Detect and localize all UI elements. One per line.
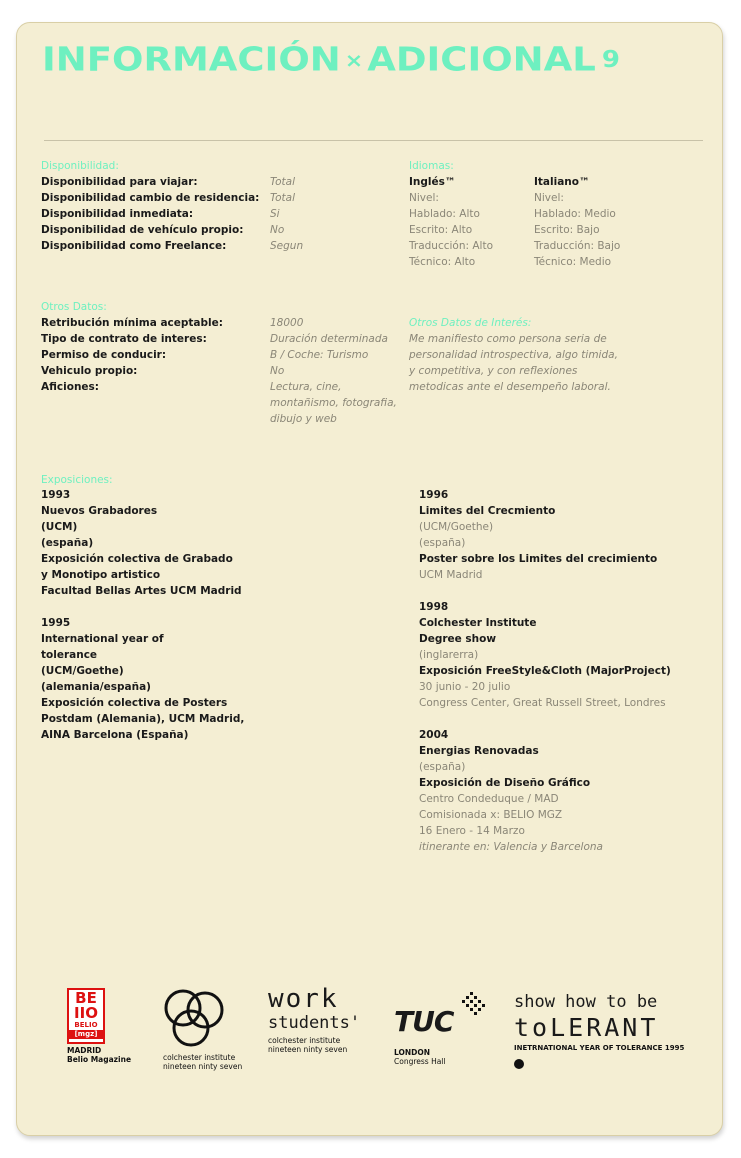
- row-value: No: [270, 365, 285, 377]
- exhibition-line: y Monotipo artistico: [41, 569, 161, 581]
- availability-row: [41, 174, 296, 190]
- exhibition-line: UCM Madrid: [419, 569, 483, 581]
- tuc-mark: TUC: [394, 1005, 454, 1038]
- exhibition-line: International year of: [41, 633, 164, 645]
- colchester-logo: [163, 988, 263, 1071]
- exhibition-line: Facultad Bellas Artes UCM Madrid: [41, 585, 242, 597]
- language-name: Inglés™: [409, 176, 456, 188]
- language-level: Nivel:: [534, 192, 564, 204]
- tolerant-mark: toLERANT: [514, 1013, 659, 1042]
- availability-section: [41, 158, 304, 254]
- exhibition-line: Colchester Institute: [419, 617, 537, 629]
- title-separator: ×: [344, 49, 364, 72]
- other-data-row: [41, 363, 397, 379]
- availability-row: [41, 222, 285, 238]
- availability-row: [41, 190, 296, 206]
- language-level: Traducción: Alto: [409, 240, 493, 252]
- language-level: Hablado: Alto: [409, 208, 480, 220]
- logo-caption: colchester institute: [163, 1053, 236, 1062]
- exhibition-line: Nuevos Grabadores: [41, 505, 158, 517]
- logo-caption: Belio Magazine: [67, 1055, 132, 1064]
- exhibition-line: 1995: [41, 617, 71, 629]
- row-label: Disponibilidad de vehículo propio:: [41, 224, 244, 236]
- language-level: Nivel:: [409, 192, 439, 204]
- language-column: [534, 174, 654, 270]
- language-level: Técnico: Medio: [534, 256, 612, 268]
- row-label: Vehiculo propio:: [41, 365, 138, 377]
- exhibition-line: 16 Enero - 14 Marzo: [419, 825, 525, 837]
- availability-row: [41, 206, 280, 222]
- exhibition-line: Exposición colectiva de Posters: [41, 697, 228, 709]
- belio-mark: [mgz]: [69, 1030, 103, 1039]
- other-data-row: [41, 347, 397, 363]
- exhibition-line: [419, 583, 671, 599]
- language-level: Escrito: Alto: [409, 224, 473, 236]
- work-mark: work: [268, 984, 339, 1014]
- tolerant-logo: [514, 992, 685, 1069]
- logo-caption: colchester institute: [268, 1036, 341, 1045]
- section-heading: Disponibilidad:: [41, 160, 119, 172]
- exhibition-line: (UCM/Goethe): [419, 521, 494, 533]
- exhibition-line: Postdam (Alemania), UCM Madrid,: [41, 713, 245, 725]
- exhibitions-left-column: [41, 487, 244, 743]
- row-label: Disponibilidad cambio de residencia:: [41, 192, 260, 204]
- title-mark: 9: [601, 46, 620, 74]
- exhibition-line: itinerante en: Valencia y Barcelona: [419, 841, 603, 853]
- page-title: [42, 40, 620, 81]
- section-heading: Exposiciones:: [41, 474, 113, 486]
- belio-mark: IIO: [74, 1004, 98, 1022]
- row-value: Segun: [270, 240, 304, 252]
- row-label: Tipo de contrato de interes:: [41, 333, 207, 345]
- exhibition-line: (UCM): [41, 521, 78, 533]
- exhibition-line: Exposición colectiva de Grabado: [41, 553, 233, 565]
- title-word-1: INFORMACIÓN: [42, 40, 341, 79]
- row-value: No: [270, 224, 285, 236]
- work-students-logo: [268, 985, 378, 1054]
- belio-mark: BELIO: [74, 1021, 98, 1029]
- hobbies-line: montañismo, fotografia,: [270, 397, 397, 409]
- rings-icon: [163, 988, 227, 1050]
- logo-caption: INETRNATIONAL YEAR OF TOLERANCE 1995: [514, 1044, 685, 1052]
- exhibition-line: (inglarerra): [419, 649, 479, 661]
- title-word-2: ADICIONAL: [367, 40, 596, 79]
- language-name: Italiano™: [534, 176, 590, 188]
- availability-row: [41, 238, 304, 254]
- hobbies-line: dibujo y web: [270, 413, 337, 425]
- exhibition-line: Limites del Crecmiento: [419, 505, 556, 517]
- exhibition-line: Exposición de Diseño Gráfico: [419, 777, 591, 789]
- exhibition-line: [419, 711, 671, 727]
- interest-line: y competitiva, y con reflexiones: [409, 365, 578, 377]
- exhibition-line: Energias Renovadas: [419, 745, 539, 757]
- other-data-section: [41, 299, 397, 427]
- section-heading: Otros Datos:: [41, 301, 107, 313]
- language-level: Hablado: Medio: [534, 208, 616, 220]
- exhibition-line: 1993: [41, 489, 71, 501]
- interest-line: Me manifiesto como persona seria de: [409, 333, 607, 345]
- divider: [44, 140, 703, 141]
- belio-mark: BE: [75, 989, 97, 1007]
- row-label: Disponibilidad para viajar:: [41, 176, 198, 188]
- row-value: B / Coche: Turismo: [270, 349, 369, 361]
- exhibition-line: (españa): [41, 537, 94, 549]
- languages-section: [409, 158, 621, 268]
- logo-caption: nineteen ninty seven: [268, 1045, 348, 1054]
- exhibition-line: (UCM/Goethe): [41, 665, 124, 677]
- exhibition-line: Exposición FreeStyle&Cloth (MajorProject): [419, 665, 671, 677]
- belio-logo: [67, 988, 137, 1064]
- exhibition-line: Congress Center, Great Russell Street, Londres: [419, 697, 666, 709]
- section-heading: Idiomas:: [409, 160, 454, 172]
- language-level: Traducción: Bajo: [534, 240, 621, 252]
- row-label: Permiso de conducir:: [41, 349, 167, 361]
- logo-caption: MADRID: [67, 1046, 102, 1055]
- exhibition-line: AINA Barcelona (España): [41, 729, 189, 741]
- row-label: Retribución mínima aceptable:: [41, 317, 223, 329]
- exhibition-line: 1996: [419, 489, 449, 501]
- exhibitions-heading: [41, 472, 113, 488]
- exhibition-line: Degree show: [419, 633, 497, 645]
- language-level: Técnico: Alto: [409, 256, 476, 268]
- section-heading: Otros Datos de Interés:: [409, 317, 532, 329]
- interest-line: personalidad introspectiva, algo timida,: [409, 349, 618, 361]
- logo-caption: LONDON: [394, 1048, 431, 1057]
- exhibition-line: (alemania/españa): [41, 681, 151, 693]
- row-label: Aficiones:: [41, 381, 99, 393]
- exhibition-line: 30 junio - 20 julio: [419, 681, 511, 693]
- logo-caption: Congress Hall: [394, 1057, 446, 1066]
- exhibition-line: [41, 599, 244, 615]
- language-column: [409, 174, 529, 270]
- exhibition-line: Centro Condeduque / MAD: [419, 793, 559, 805]
- dots-icon: [458, 992, 486, 1020]
- interest-line: metodicas ante el desempeño laboral.: [409, 381, 611, 393]
- logo-caption: nineteen ninty seven: [163, 1062, 243, 1071]
- row-value: Si: [270, 208, 280, 220]
- language-level: Escrito: Bajo: [534, 224, 600, 236]
- exhibition-line: 2004: [419, 729, 449, 741]
- interest-section: [409, 315, 618, 395]
- row-value: Total: [270, 176, 296, 188]
- exhibition-line: (españa): [419, 761, 466, 773]
- row-value: Total: [270, 192, 296, 204]
- other-data-row: [41, 315, 397, 331]
- tolerant-mark: show how to be: [514, 992, 658, 1012]
- other-data-row: [41, 379, 397, 395]
- row-value: 18000: [270, 317, 304, 329]
- exhibition-line: 1998: [419, 601, 449, 613]
- row-label: Disponibilidad como Freelance:: [41, 240, 227, 252]
- exhibition-line: Comisionada x: BELIO MGZ: [419, 809, 563, 821]
- seal-icon: [514, 1059, 524, 1069]
- row-value: Lectura, cine,: [270, 381, 342, 393]
- other-data-row: [41, 331, 397, 347]
- exhibitions-right-column: [419, 487, 671, 855]
- work-mark: students': [268, 1013, 361, 1033]
- tuc-logo: [394, 996, 494, 1066]
- exhibition-line: (españa): [419, 537, 466, 549]
- exhibition-line: Poster sobre los Limites del crecimiento: [419, 553, 658, 565]
- row-label: Disponibilidad inmediata:: [41, 208, 194, 220]
- row-value: Duración determinada: [270, 333, 388, 345]
- exhibition-line: tolerance: [41, 649, 98, 661]
